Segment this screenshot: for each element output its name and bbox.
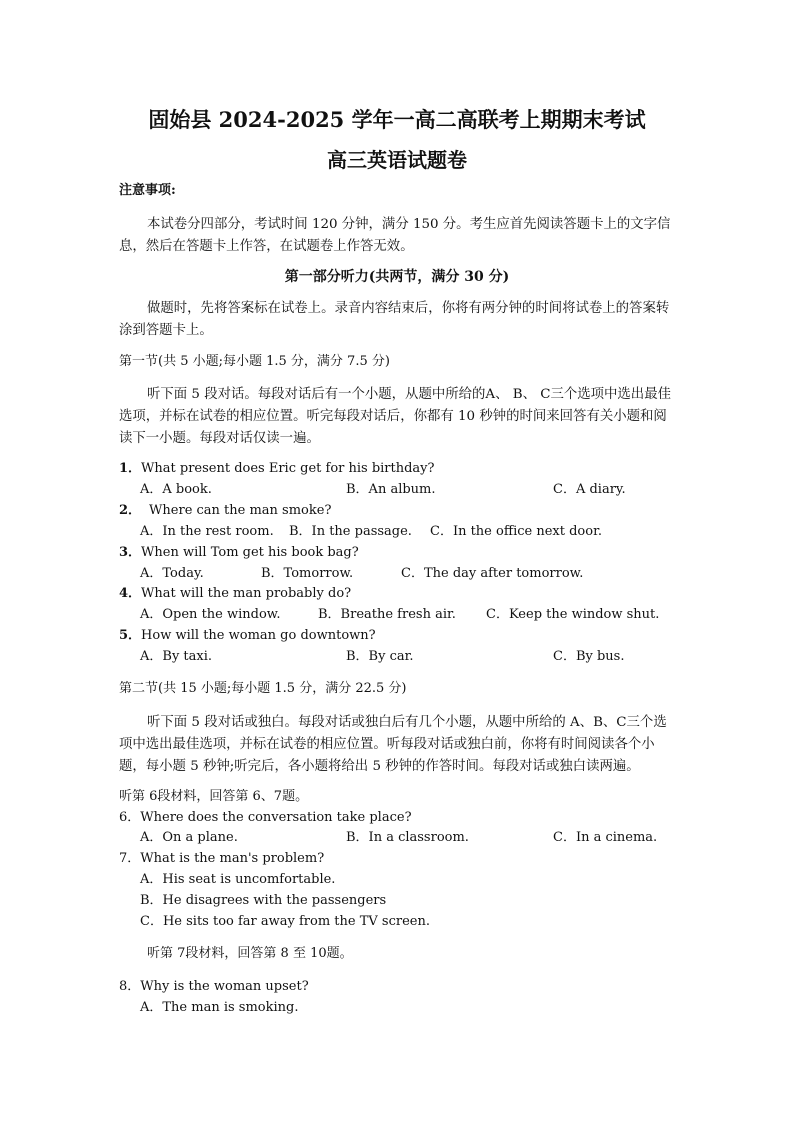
- question-text: Why is the woman upset?: [140, 979, 309, 994]
- question-text: Where does the conversation take place?: [140, 810, 412, 825]
- q7-option-b: B．He disagrees with the passengers: [140, 893, 387, 908]
- section1-intro: 听下面 5 段对话。每段对话后有一个小题，从题中所给的A、 B、 C三个选项中选出最佳选项，并标在试卷的相应位置。听完每段对话后，你都有 10 秒钟的时间来回答有关小题和阅读下一小题。每段对话仅读一遍。: [119, 387, 671, 446]
- question-text: What is the man's problem?: [140, 851, 325, 866]
- q7-option-c: C．He sits too far away from the TV screen.: [140, 914, 430, 929]
- exam-subtitle: 高三英语试题卷: [327, 148, 467, 172]
- question-text: Where can the man smoke?: [149, 503, 332, 518]
- question-number: 8．: [119, 979, 141, 994]
- question-2: [119, 502, 331, 520]
- q6-option-b: B．In a classroom.: [346, 830, 469, 845]
- question-6: [119, 809, 412, 827]
- q3-option-b: B．Tomorrow.: [261, 566, 354, 581]
- q6-option-c: C．In a cinema.: [553, 830, 658, 845]
- q1-option-c: C．A diary.: [553, 482, 626, 497]
- question-text: When will Tom get his book bag?: [141, 545, 359, 560]
- question-1: [119, 460, 435, 478]
- section1-heading: 第一节(共 5 小题;每小题 1.5 分，满分 7.5 分): [119, 354, 390, 369]
- question-number: 4．: [119, 586, 142, 601]
- question-5: [119, 627, 376, 645]
- q5-option-a: A．By taxi.: [140, 649, 213, 664]
- notice-text: 本试卷分四部分，考试时间 120 分钟，满分 150 分。考生应首先阅读答题卡上的文字信息，然后在答题卡上作答，在试题卷上作答无效。: [119, 217, 671, 254]
- q3-option-a: A．Today.: [140, 566, 204, 581]
- q4-option-c: C．Keep the window shut.: [486, 607, 660, 622]
- q2-option-b: B．In the passage.: [289, 524, 412, 539]
- q5-option-c: C．By bus.: [553, 649, 625, 664]
- question-number: 2．: [119, 503, 142, 518]
- q4-option-a: A．Open the window.: [140, 607, 281, 622]
- exam-title: 固始县 2024-2025 学年一高二高联考上期期末考试: [148, 107, 646, 132]
- question-number: 7．: [119, 851, 141, 866]
- notice-heading: 注意事项:: [119, 183, 176, 198]
- q5-option-b: B．By car.: [346, 649, 414, 664]
- q1-option-a: A．A book.: [140, 482, 212, 497]
- q4-option-b: B．Breathe fresh air.: [318, 607, 456, 622]
- question-text: How will the woman go downtown?: [141, 628, 376, 643]
- part1-heading: 第一部分听力(共两节，满分 30 分): [284, 269, 510, 285]
- question-text: What will the man probably do?: [141, 586, 352, 601]
- question-number: 6．: [119, 810, 141, 825]
- q6-option-a: A．On a plane.: [140, 830, 238, 845]
- question-7: [119, 850, 324, 868]
- material-6-heading: 听第 6段材料，回答第 6、7题。: [119, 789, 309, 804]
- section2-intro: 听下面 5 段对话或独白。每段对话或独白后有几个小题，从题中所给的 A、B、C三个选项中选出最佳选项，并标在试卷的相应位置。听每段对话或独白前，你将有时间阅读各个小题，每小题 5 秒钟;听完后，各小题将给出 5 秒钟的作答时间。每段对话或独白读两遍。: [119, 715, 667, 774]
- question-number: 5．: [119, 628, 142, 643]
- question-4: [119, 585, 351, 603]
- q2-option-a: A．In the rest room.: [140, 524, 274, 539]
- question-number: 1．: [119, 461, 142, 476]
- material-7-heading: 听第 7段材料，回答第 8 至 10题。: [147, 946, 353, 961]
- q1-option-b: B．An album.: [346, 482, 436, 497]
- q8-option-a: A．The man is smoking.: [140, 1000, 299, 1015]
- q2-option-c: C．In the office next door.: [430, 524, 602, 539]
- question-number: 3．: [119, 545, 142, 560]
- question-text: What present does Eric get for his birthday?: [141, 461, 435, 476]
- q7-option-a: A．His seat is uncomfortable.: [140, 872, 336, 887]
- question-8: [119, 978, 309, 996]
- q3-option-c: C．The day after tomorrow.: [401, 566, 584, 581]
- section2-heading: 第二节(共 15 小题;每小题 1.5 分，满分 22.5 分): [119, 681, 407, 696]
- question-3: [119, 544, 359, 562]
- part1-intro: 做题时，先将答案标在试卷上。录音内容结束后，你将有两分钟的时间将试卷上的答案转涂到答题卡上。: [119, 301, 670, 338]
